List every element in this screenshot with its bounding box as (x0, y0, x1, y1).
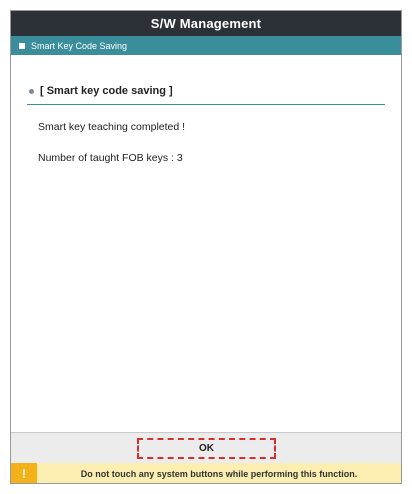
function-header (11, 36, 401, 55)
bullet-dot-icon (29, 89, 34, 94)
ok-button[interactable]: OK (137, 438, 276, 459)
square-bullet-icon (19, 43, 25, 49)
section-heading (27, 85, 385, 105)
warning-text: Do not touch any system buttons while performing this function. (80, 469, 358, 479)
dialog-window (10, 10, 402, 484)
fob-count-message: Number of taught FOB keys : 3 (38, 152, 183, 164)
section-heading-label: [ Smart key code saving ] (40, 85, 173, 97)
warning-icon: ! (11, 463, 37, 484)
button-bar (11, 432, 401, 463)
content-area (11, 55, 401, 432)
status-message: Smart key teaching completed ! (38, 121, 186, 133)
function-title: Smart Key Code Saving (31, 40, 128, 51)
window-title: S/W Management (11, 11, 401, 36)
warning-bar (11, 463, 401, 484)
